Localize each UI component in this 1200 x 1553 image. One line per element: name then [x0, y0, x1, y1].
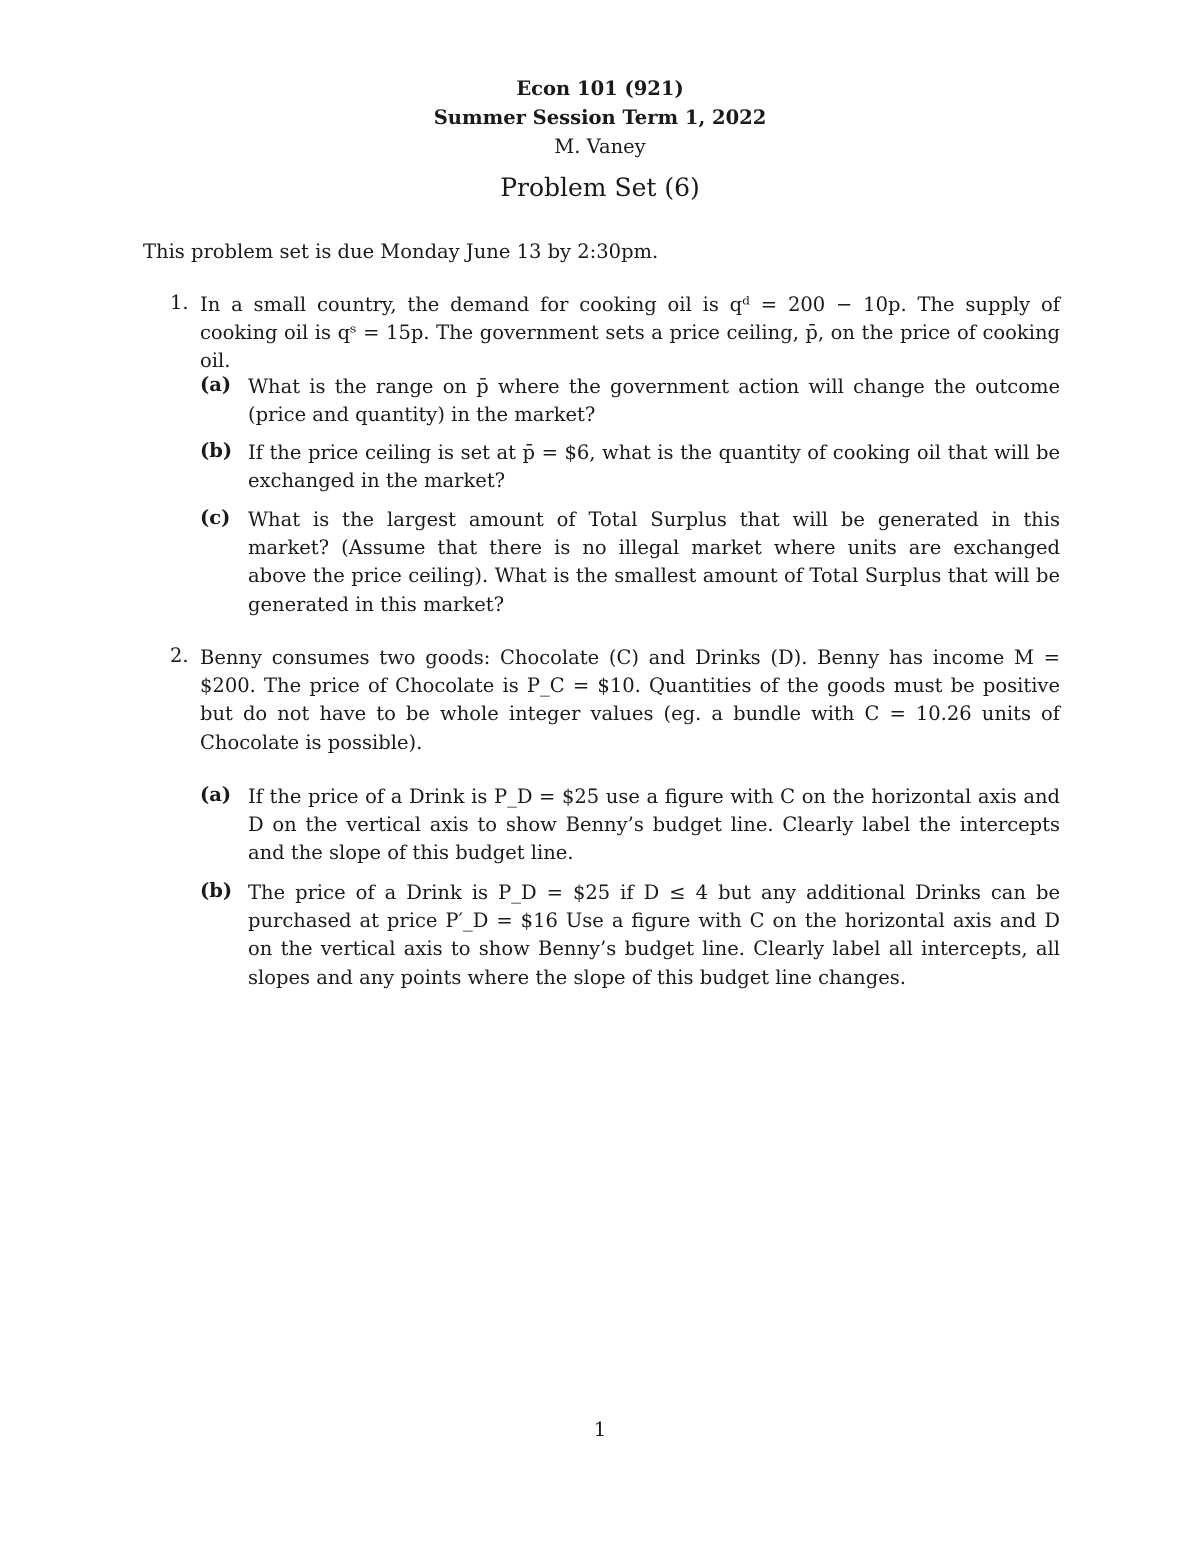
problem-number: 1.: [170, 291, 189, 314]
page-number: 1: [593, 1418, 607, 1441]
instructor-name: M. Vaney: [554, 135, 646, 158]
problem-text: In a small country, the demand for cooking oil is qᵈ = 200 − 10p. The supply of cooking oil is qˢ = 15p. The government sets a price ceiling, p̄, on the price of cooking oil.: [200, 293, 1060, 373]
problem-number: 2.: [170, 644, 189, 667]
due-note: This problem set is due Monday June 13 by 2:30pm.: [143, 240, 659, 263]
part-label: (b): [200, 879, 233, 902]
part-text: The price of a Drink is P_D = $25 if D ≤ 4 but any additional Drinks can be purchased at price P′_D = $16 Use a figure with C on the horizontal axis and D on the vertical axis to show Benny’s budget line. Clearly label all intercepts, all slopes and any points where the slope of this budget line changes.: [248, 881, 1060, 989]
part-text: If the price ceiling is set at p̄ = $6, what is the quantity of cooking oil that will be exchanged in the market?: [248, 441, 1060, 493]
problem-set-title: Problem Set (6): [500, 173, 700, 202]
term-title: Summer Session Term 1, 2022: [433, 106, 767, 129]
problem-1-part-c: [200, 506, 1060, 619]
problem-2: [170, 644, 1060, 757]
problem-1: [170, 291, 1060, 376]
problem-2-part-b: [200, 879, 1060, 992]
part-text: If the price of a Drink is P_D = $25 use a figure with C on the horizontal axis and D on the vertical axis to show Benny’s budget line. Clearly label the intercepts and the slope of this budget line.: [248, 785, 1060, 865]
problem-2-part-a: [200, 783, 1060, 868]
header: [0, 74, 1200, 208]
part-label: (b): [200, 439, 233, 462]
part-text: What is the range on p̄ where the government action will change the outcome (price and quantity) in the market?: [248, 375, 1060, 427]
part-text: What is the largest amount of Total Surplus that will be generated in this market? (Assume that there is no illegal market where units are exchanged above the price ceiling). What is the smallest amount of Total Surplus that will be generated in this market?: [248, 508, 1060, 616]
problem-1-part-b: [200, 439, 1060, 495]
part-label: (c): [200, 506, 231, 529]
part-label: (a): [200, 783, 232, 806]
part-label: (a): [200, 373, 232, 396]
course-title: Econ 101 (921): [516, 77, 684, 100]
problem-text: Benny consumes two goods: Chocolate (C) and Drinks (D). Benny has income M = $200. The price of Chocolate is P_C = $10. Quantities of the goods must be positive but do not have to be whole integer values (eg. a bundle with C = 10.26 units of Chocolate is possible).: [200, 646, 1060, 754]
problem-1-part-a: [200, 373, 1060, 429]
